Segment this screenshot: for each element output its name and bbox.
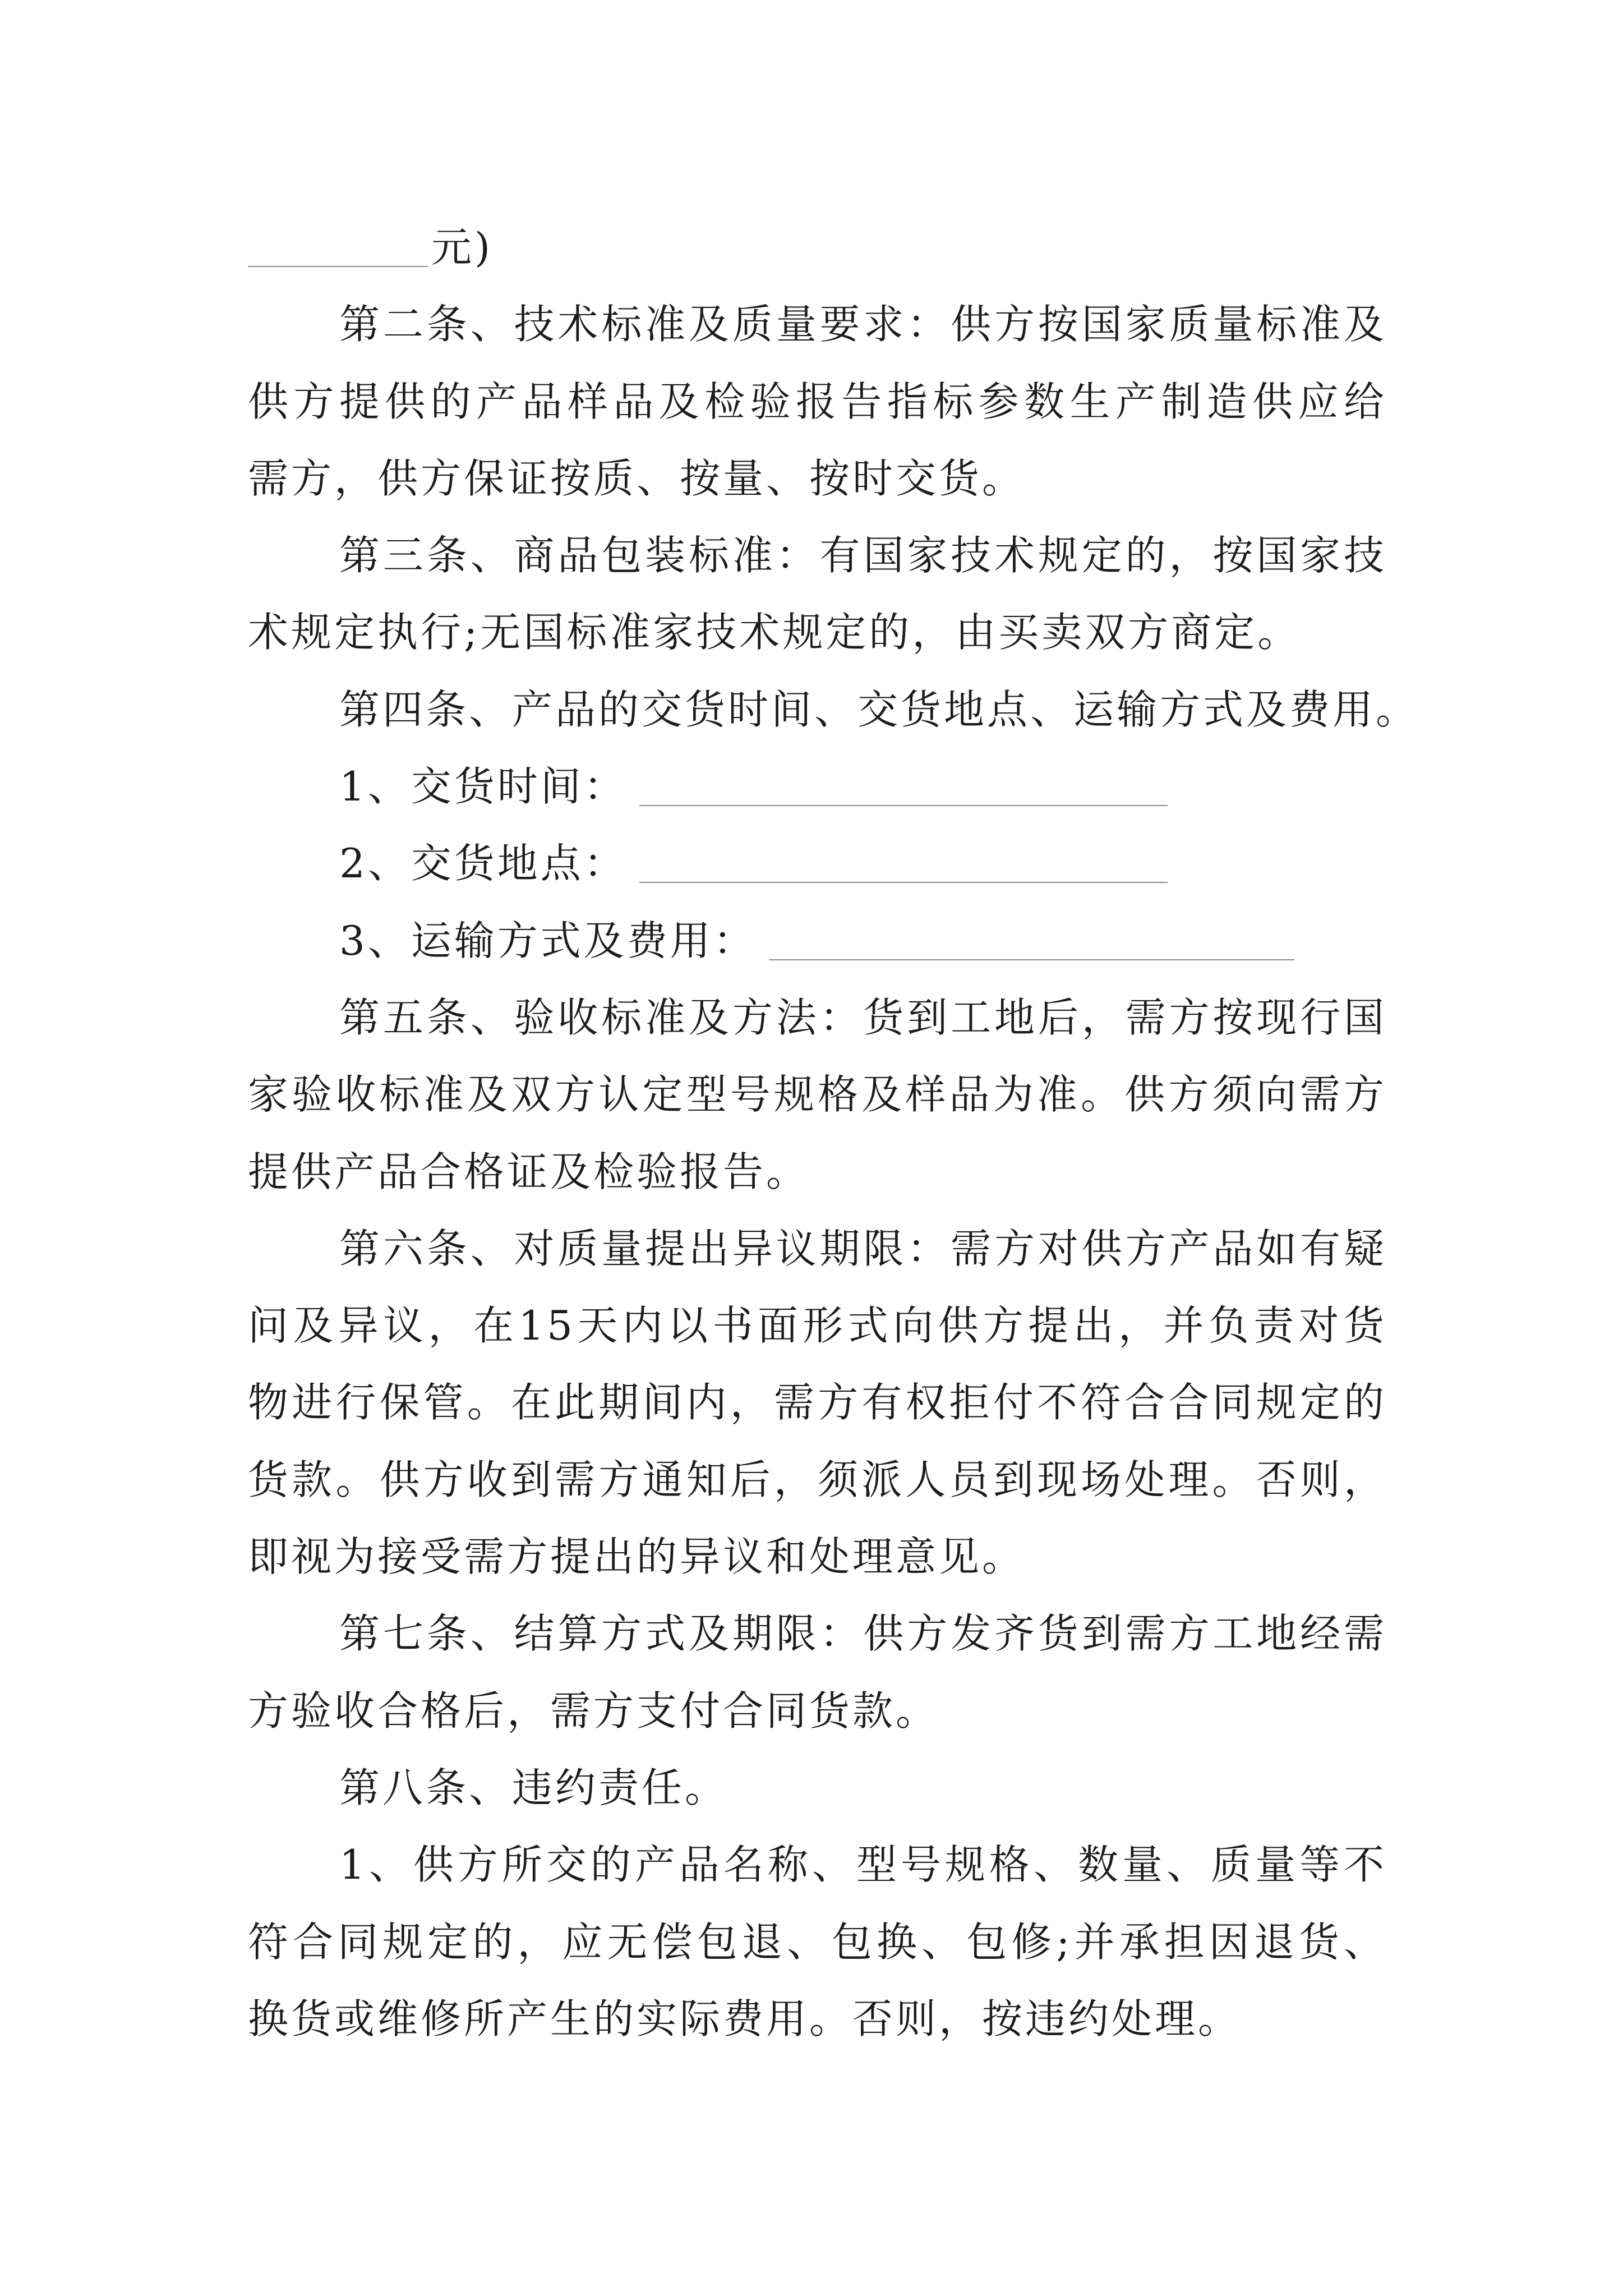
article-5-line: 家验收标准及双方认定型号规格及样品为准。供方须向需方 xyxy=(248,1071,1387,1119)
article-2-line: 供方提供的产品样品及检验报告指标参数生产制造供应给 xyxy=(248,378,1387,425)
article-4-heading: 第四条、产品的交货时间、交货地点、运输方式及费用。 xyxy=(339,685,1419,733)
article-2-line: 需方，供方保证按质、按量、按时交货。 xyxy=(248,454,1026,502)
article-8-clause-1-line: 符合同规定的，应无偿包退、包换、包修;并承担因退货、 xyxy=(248,1918,1387,1966)
article-6-line: 问及异议，在15天内以书面形式向供方提出，并负责对货 xyxy=(248,1302,1387,1350)
article-6-line: 第六条、对质量提出异议期限：需方对供方产品如有疑 xyxy=(339,1225,1387,1272)
delivery-place-label: 2、交货地点： xyxy=(339,840,627,887)
article-8-clause-1-line: 1、供方所交的产品名称、型号规格、数量、质量等不 xyxy=(339,1841,1387,1889)
article-2-line: 第二条、技术标准及质量要求：供方按国家质量标准及 xyxy=(339,301,1387,348)
transport-method-label: 3、运输方式及费用： xyxy=(339,917,757,964)
delivery-time-blank xyxy=(639,771,1168,806)
article-8-clause-1-line: 换货或维修所产生的实际费用。否则，按违约处理。 xyxy=(248,1995,1242,2042)
article-5-line: 提供产品合格证及检验报告。 xyxy=(248,1148,810,1195)
article-7-line: 方验收合格后，需方支付合同货款。 xyxy=(248,1687,939,1734)
delivery-time-item xyxy=(248,748,1387,825)
article-8-heading: 第八条、违约责任。 xyxy=(339,1764,728,1811)
amount-line xyxy=(248,209,1387,286)
article-3-line: 第三条、商品包装标准：有国家技术规定的，按国家技 xyxy=(339,532,1387,579)
transport-method-item xyxy=(248,903,1387,979)
amount-blank xyxy=(248,232,428,267)
amount-unit-text: 元) xyxy=(431,224,494,271)
article-7-line: 第七条、结算方式及期限：供方发齐货到需方工地经需 xyxy=(339,1610,1387,1658)
delivery-place-blank xyxy=(639,848,1168,883)
article-5-line: 第五条、验收标准及方法：货到工地后，需方按现行国 xyxy=(339,993,1387,1041)
document-body xyxy=(248,209,1419,2058)
transport-method-blank xyxy=(769,926,1294,960)
delivery-time-label: 1、交货时间： xyxy=(339,763,627,811)
article-6-line: 货款。供方收到需方通知后，须派人员到现场处理。否则， xyxy=(248,1456,1387,1503)
article-3-line: 术规定执行;无国标准家技术规定的，由买卖双方商定。 xyxy=(248,609,1301,656)
delivery-place-item xyxy=(248,825,1387,902)
article-6-line: 即视为接受需方提出的异议和处理意见。 xyxy=(248,1533,1026,1581)
article-6-line: 物进行保管。在此期间内，需方有权拒付不符合合同规定的 xyxy=(248,1379,1387,1427)
